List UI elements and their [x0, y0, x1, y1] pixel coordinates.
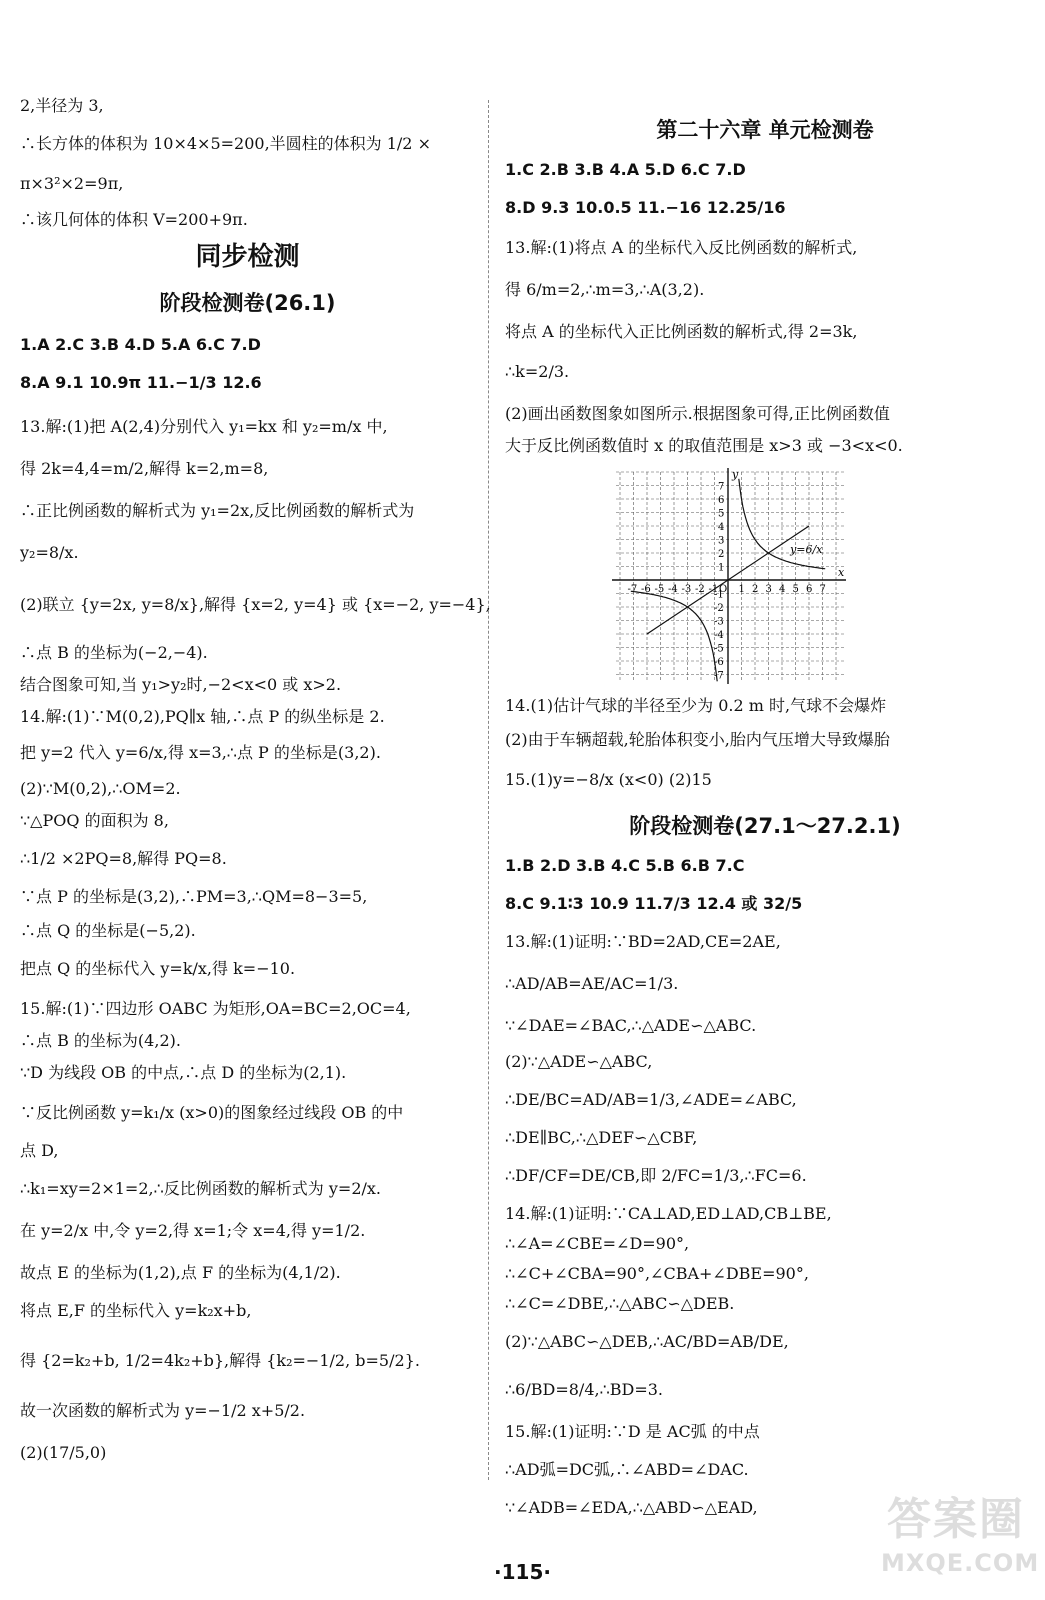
origin-label: O — [719, 584, 728, 595]
solution-line: 14.解:(1)证明:∵CA⊥AD,ED⊥AD,CB⊥BE, — [505, 1204, 832, 1223]
solution-line: (2)(17/5,0) — [20, 1443, 107, 1462]
y-tick-label: 4 — [718, 522, 725, 533]
solution-line: 13.解:(1)把 A(2,4)分别代入 y₁=kx 和 y₂=m/x 中, — [20, 417, 388, 436]
right-column — [505, 96, 1025, 1518]
x-tick-label: 5 — [792, 584, 799, 595]
solution-line: ∵点 P 的坐标是(3,2),∴PM=3,∴QM=8−3=5, — [20, 887, 368, 906]
x-tick-label: 2 — [752, 584, 759, 595]
solution-line: (2)∵△ABC∽△DEB,∴AC/BD=AB/DE, — [505, 1332, 789, 1351]
answer-row: 1.A 2.C 3.B 4.D 5.A 6.C 7.D — [20, 335, 261, 354]
solution-line: 15.(1)y=−8/x (x<0) (2)15 — [505, 770, 712, 789]
solution-line: ∵D 为线段 OB 的中点,∴点 D 的坐标为(2,1). — [20, 1063, 347, 1082]
solution-line: 得 6/m=2,∴m=3,∴A(3,2). — [505, 280, 705, 299]
exam-title: 阶段检测卷(26.1) — [159, 291, 336, 315]
text-line: 2,半径为 3, — [20, 96, 104, 115]
x-axis-label: x — [838, 566, 845, 579]
solution-line: ∴正比例函数的解析式为 y₁=2x,反比例函数的解析式为 — [20, 501, 415, 520]
solution-line: 得 {2=k₂+b, 1/2=4k₂+b},解得 {k₂=−1/2, b=5/2}. — [20, 1351, 420, 1370]
solution-line: ∵∠DAE=∠BAC,∴△ADE∽△ABC. — [505, 1016, 757, 1035]
solution-line: ∴AD弧=DC弧,∴∠ABD=∠DAC. — [505, 1460, 749, 1479]
answer-row: 8.C 9.1∶3 10.9 11.7/3 12.4 或 32/5 — [505, 894, 803, 913]
answer-row: 1.B 2.D 3.B 4.C 5.B 6.B 7.C — [505, 856, 745, 875]
x-tick-label: -2 — [695, 584, 705, 595]
solution-line: 14.(1)估计气球的半径至少为 0.2 m 时,气球不会爆炸 — [505, 696, 887, 715]
x-tick-label: -3 — [681, 584, 692, 595]
solution-line: 15.解:(1)∵四边形 OABC 为矩形,OA=BC=2,OC=4, — [20, 999, 411, 1018]
solution-line: 点 D, — [20, 1141, 59, 1160]
solution-line: (2)画出函数图象如图所示.根据图象可得,正比例函数值 — [505, 404, 890, 423]
y-tick-label: 5 — [718, 508, 725, 520]
x-tick-label: -5 — [654, 584, 665, 595]
text-line: ∴长方体的体积为 10×4×5=200,半圆柱的体积为 1/2 × — [20, 134, 431, 153]
y-tick-label: -2 — [714, 603, 724, 614]
y-tick-label: 7 — [718, 481, 725, 493]
x-tick-label: 1 — [738, 584, 745, 595]
x-tick-label: -7 — [627, 584, 638, 595]
answer-row: 8.A 9.1 10.9π 11.−1/3 12.6 — [20, 373, 262, 392]
solution-line: (2)联立 {y=2x, y=8/x},解得 {x=2, y=4} 或 {x=−2, y=−4}, — [20, 595, 491, 614]
y-tick-label: 2 — [718, 549, 725, 560]
solution-line: ∵∠ADB=∠EDA,∴△ABD∽△EAD, — [505, 1498, 758, 1517]
y-tick-label: -7 — [714, 670, 724, 682]
column-divider — [488, 100, 489, 1480]
graph-grid — [616, 472, 844, 680]
solution-line: 13.解:(1)证明:∵BD=2AD,CE=2AE, — [505, 932, 781, 951]
y-tick-label: 1 — [718, 562, 725, 574]
chapter-title: 第二十六章 单元检测卷 — [656, 118, 874, 142]
text-line: ∴该几何体的体积 V=200+9π. — [20, 210, 248, 229]
solution-line: ∵反比例函数 y=k₁/x (x>0)的图象经过线段 OB 的中 — [20, 1103, 404, 1122]
solution-line: ∴DE/BC=AD/AB=1/3,∠ADE=∠ABC, — [505, 1090, 797, 1109]
y-tick-label: -3 — [714, 616, 724, 628]
solution-line: (2)∵△ADE∽△ABC, — [505, 1052, 653, 1071]
solution-line: ∴点 B 的坐标为(4,2). — [20, 1031, 181, 1050]
solution-line: ∴AD/AB=AE/AC=1/3. — [505, 974, 679, 993]
y-tick-label: -1 — [714, 589, 724, 601]
answer-row: 8.D 9.3 10.0.5 11.−16 12.25/16 — [505, 198, 786, 217]
solution-line: ∴k₁=xy=2×1=2,∴反比例函数的解析式为 y=2/x. — [20, 1179, 381, 1198]
solution-line: 结合图象可知,当 y₁>y₂时,−2<x<0 或 x>2. — [20, 675, 342, 694]
watermark-logo — [881, 1492, 1040, 1592]
solution-line: ∴∠A=∠CBE=∠D=90°, — [505, 1234, 690, 1253]
solution-line: ∴点 Q 的坐标是(−5,2). — [20, 921, 196, 940]
solution-line: ∴点 B 的坐标为(−2,−4). — [20, 643, 208, 662]
solution-line: 把点 Q 的坐标代入 y=k/x,得 k=−10. — [20, 959, 296, 978]
x-tick-label: 3 — [765, 584, 772, 595]
solution-line: ∴DF/CF=DE/CB,即 2/FC=1/3,∴FC=6. — [505, 1166, 807, 1185]
solution-line: 15.解:(1)证明:∵D 是 AC弧 的中点 — [505, 1422, 760, 1441]
solution-line: ∴6/BD=8/4,∴BD=3. — [505, 1380, 664, 1399]
x-tick-label: -4 — [668, 584, 678, 595]
solution-line: 在 y=2/x 中,令 y=2,得 x=1;令 x=4,得 y=1/2. — [20, 1221, 366, 1240]
function-graph — [610, 466, 1025, 690]
solution-line: 13.解:(1)将点 A 的坐标代入反比例函数的解析式, — [505, 238, 858, 257]
solution-line: 将点 A 的坐标代入正比例函数的解析式,得 2=3k, — [505, 322, 858, 341]
solution-line: ∴∠C+∠CBA=90°,∠CBA+∠DBE=90°, — [505, 1264, 809, 1283]
solution-line: ∴k=2/3. — [505, 362, 570, 381]
solution-line: 故一次函数的解析式为 y=−1/2 x+5/2. — [20, 1401, 306, 1420]
y-tick-label: -6 — [714, 657, 724, 668]
y-tick-label: 6 — [718, 495, 725, 506]
solution-line: ∴1/2 ×2PQ=8,解得 PQ=8. — [20, 849, 227, 868]
solution-line: 14.解:(1)∵M(0,2),PQ∥x 轴,∴点 P 的纵坐标是 2. — [20, 707, 385, 726]
page-number: ·115· — [494, 1560, 551, 1584]
x-tick-label: -6 — [641, 584, 651, 595]
solution-line: ∵△POQ 的面积为 8, — [20, 811, 169, 830]
solution-line: 得 2k=4,4=m/2,解得 k=2,m=8, — [20, 459, 269, 478]
solution-line: (2)∵M(0,2),∴OM=2. — [20, 779, 181, 798]
y-tick-label: -5 — [714, 643, 724, 655]
watermark-text: 答案圈 — [887, 1494, 1025, 1545]
section-title: 同步检测 — [195, 242, 300, 272]
x-tick-label: 7 — [819, 584, 826, 595]
solution-line: 故点 E 的坐标为(1,2),点 F 的坐标为(4,1/2). — [20, 1263, 341, 1282]
left-column — [20, 96, 491, 1463]
text-line: π×3²×2=9π, — [20, 174, 124, 193]
x-tick-label: 4 — [779, 584, 786, 595]
x-tick-label: -1 — [708, 584, 719, 595]
y-axis-label: y — [732, 468, 739, 481]
solution-line: y₂=8/x. — [20, 543, 79, 562]
graph-svg — [610, 466, 850, 686]
solution-line: 把 y=2 代入 y=6/x,得 x=3,∴点 P 的坐标是(3,2). — [20, 743, 381, 762]
solution-line: (2)由于车辆超载,轮胎体积变小,胎内气压增大导致爆胎 — [505, 730, 890, 749]
y-tick-label: 3 — [718, 535, 725, 547]
exam-title: 阶段检测卷(27.1～27.2.1) — [629, 814, 901, 838]
x-tick-label: 6 — [806, 584, 813, 595]
solution-line: 将点 E,F 的坐标代入 y=k₂x+b, — [20, 1301, 252, 1320]
solution-line: 大于反比例函数值时 x 的取值范围是 x>3 或 −3<x<0. — [505, 436, 903, 455]
watermark-url: MXQE.COM — [881, 1549, 1040, 1577]
solution-line: ∴DE∥BC,∴△DEF∽△CBF, — [505, 1128, 698, 1147]
y-tick-label: -4 — [714, 630, 724, 641]
curve-label: y=6/x — [790, 543, 823, 556]
solution-line: ∴∠C=∠DBE,∴△ABC∽△DEB. — [505, 1294, 735, 1313]
answer-row: 1.C 2.B 3.B 4.A 5.D 6.C 7.D — [505, 160, 746, 179]
